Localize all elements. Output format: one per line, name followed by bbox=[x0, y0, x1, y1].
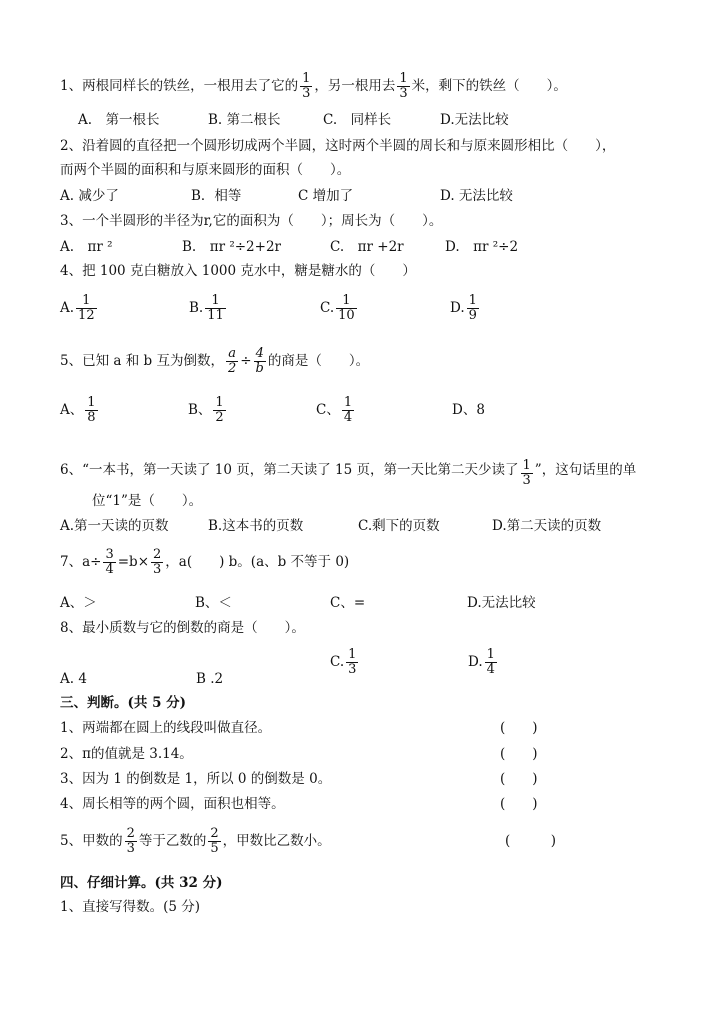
q3-option-a: A. πr ² bbox=[60, 239, 113, 255]
q2-option-c: C 增加了 bbox=[298, 188, 354, 204]
q1-option-a: A. 第一根长 bbox=[78, 112, 160, 128]
fraction: $\frac{2}{5}$ bbox=[210, 826, 219, 856]
fraction: $\frac{1}{8}$ bbox=[87, 395, 96, 425]
q8-option-d: D. $\frac{1}{4}$ bbox=[468, 647, 495, 677]
judge-item-3: 3、因为 1 的倒数是 1，所以 0 的倒数是 0。 bbox=[60, 771, 332, 787]
q4-option-d: D. $\frac{1}{9}$ bbox=[450, 293, 477, 323]
answer-parens[interactable]: ( ) bbox=[500, 720, 538, 736]
question-2-line-1: 2、沿着圆的直径把一个圆形切成两个半圆，这时两个半圆的周长和与原来圆形相比（ ）， bbox=[60, 138, 616, 154]
answer-parens[interactable]: ( ) bbox=[500, 796, 538, 812]
judge-item-4: 4、周长相等的两个圆，面积也相等。 bbox=[60, 796, 285, 812]
q5-option-c: C、 $\frac{1}{4}$ bbox=[316, 395, 353, 425]
fraction: $\frac{4}{b}$ bbox=[255, 346, 264, 376]
question-1-stem: 1、两根同样长的铁丝，一根用去了它的 $\frac{1}{3}$ ，另一根用去 $\frac{1}{3}$ 米，剩下的铁丝（ ）。 bbox=[60, 71, 567, 101]
fraction: $\frac{1}{3}$ bbox=[522, 458, 531, 488]
fraction: $\frac{1}{4}$ bbox=[486, 647, 495, 677]
q5-option-d: D、8 bbox=[452, 402, 485, 418]
fraction: $\frac{1}{3}$ bbox=[399, 71, 408, 101]
question-6-line-1: 6、“一本书，第一天读了 10 页，第二天读了 15 页，第一天比第二天少读了 $\frac{1}{3}$ ”，这句话里的单 bbox=[60, 458, 637, 488]
question-4-stem: 4、把 100 克白糖放入 1000 克水中，糖是糖水的（ ） bbox=[60, 263, 416, 279]
fraction: $\frac{1}{11}$ bbox=[207, 293, 224, 323]
q8-option-a: A. 4 bbox=[60, 671, 87, 687]
answer-parens[interactable]: ( ) bbox=[500, 771, 538, 787]
q8-option-b: B .2 bbox=[196, 671, 224, 687]
judge-item-2: 2、π的值就是 3.14。 bbox=[60, 746, 193, 762]
question-7-stem: 7、a÷ $\frac{3}{4}$ =b× $\frac{2}{3}$ ，a( ) b。(a、b 不等于 0) bbox=[60, 547, 350, 577]
q1-option-c: C. 同样长 bbox=[323, 112, 392, 128]
q5-option-a: A、 $\frac{1}{8}$ bbox=[60, 395, 96, 425]
question-5-stem: 5、已知 a 和 b 互为倒数， $\frac{a}{2}$ ÷ $\frac{4}{b}$ 的商是（ ）。 bbox=[60, 346, 370, 376]
q7-option-d: D.无法比较 bbox=[467, 595, 536, 611]
q3-option-b: B. πr ²÷2+2r bbox=[182, 239, 281, 255]
q2-option-b: B．相等 bbox=[191, 188, 242, 204]
q4-option-c: C. $\frac{1}{10}$ bbox=[320, 293, 355, 323]
judge-item-5: 5、甲数的 $\frac{2}{3}$ 等于乙数的 $\frac{2}{5}$ ，甲数比乙数小。 bbox=[60, 826, 331, 856]
q8-option-c: C. $\frac{1}{3}$ bbox=[330, 647, 357, 677]
q3-option-d: D. πr ²÷2 bbox=[445, 239, 519, 255]
fraction: $\frac{1}{10}$ bbox=[338, 293, 355, 323]
q4-option-a: A. $\frac{1}{12}$ bbox=[60, 293, 95, 323]
fraction: $\frac{1}{12}$ bbox=[78, 293, 95, 323]
fraction: $\frac{2}{3}$ bbox=[153, 547, 162, 577]
answer-parens[interactable]: ( ) bbox=[500, 746, 538, 762]
q6-option-b: B.这本书的页数 bbox=[208, 518, 304, 534]
section-4-title: 四、仔细计算。(共 32 分) bbox=[60, 875, 223, 891]
q6-option-d: D.第二天读的页数 bbox=[492, 518, 602, 534]
fraction: $\frac{1}{2}$ bbox=[215, 395, 224, 425]
q5-option-b: B、 $\frac{1}{2}$ bbox=[188, 395, 224, 425]
answer-parens[interactable]: ( ) bbox=[505, 833, 557, 849]
fraction: $\frac{1}{9}$ bbox=[468, 293, 477, 323]
fraction: $\frac{a}{2}$ bbox=[227, 346, 237, 376]
q2-option-a: A. 减少了 bbox=[60, 188, 119, 204]
q7-option-b: B、＜ bbox=[195, 595, 232, 611]
q7-option-a: A、＞ bbox=[60, 595, 97, 611]
q1-option-d: D.无法比较 bbox=[440, 112, 509, 128]
q2-option-d: D. 无法比较 bbox=[440, 188, 513, 204]
q6-option-a: A.第一天读的页数 bbox=[60, 518, 169, 534]
q7-option-c: C、= bbox=[330, 595, 366, 611]
judge-item-1: 1、两端都在圆上的线段叫做直径。 bbox=[60, 720, 272, 736]
fraction: $\frac{3}{4}$ bbox=[105, 547, 114, 577]
fraction: $\frac{1}{4}$ bbox=[343, 395, 353, 425]
section-3-title: 三、判断。(共 5 分) bbox=[60, 695, 187, 711]
question-8-stem: 8、最小质数与它的倒数的商是（ ）。 bbox=[60, 620, 305, 636]
question-6-line-2: 位“1”是（ ）。 bbox=[92, 493, 203, 509]
q3-option-c: C. πr +2r bbox=[330, 239, 404, 255]
question-2-line-2: 而两个半圆的面积和与原来圆形的面积（ ）。 bbox=[60, 162, 351, 178]
q1-option-b: B. 第二根长 bbox=[208, 112, 281, 128]
q4-option-b: B. $\frac{1}{11}$ bbox=[189, 293, 224, 323]
question-3-stem: 3、一个半圆形的半径为r,它的面积为（ ）；周长为（ ）。 bbox=[60, 213, 443, 229]
fraction: $\frac{2}{3}$ bbox=[126, 826, 135, 856]
fraction: $\frac{1}{3}$ bbox=[302, 71, 311, 101]
fraction: $\frac{1}{3}$ bbox=[348, 647, 357, 677]
q6-option-c: C.剩下的页数 bbox=[358, 518, 440, 534]
section-4-sub-1: 1、直接写得数。(5 分) bbox=[60, 899, 201, 915]
